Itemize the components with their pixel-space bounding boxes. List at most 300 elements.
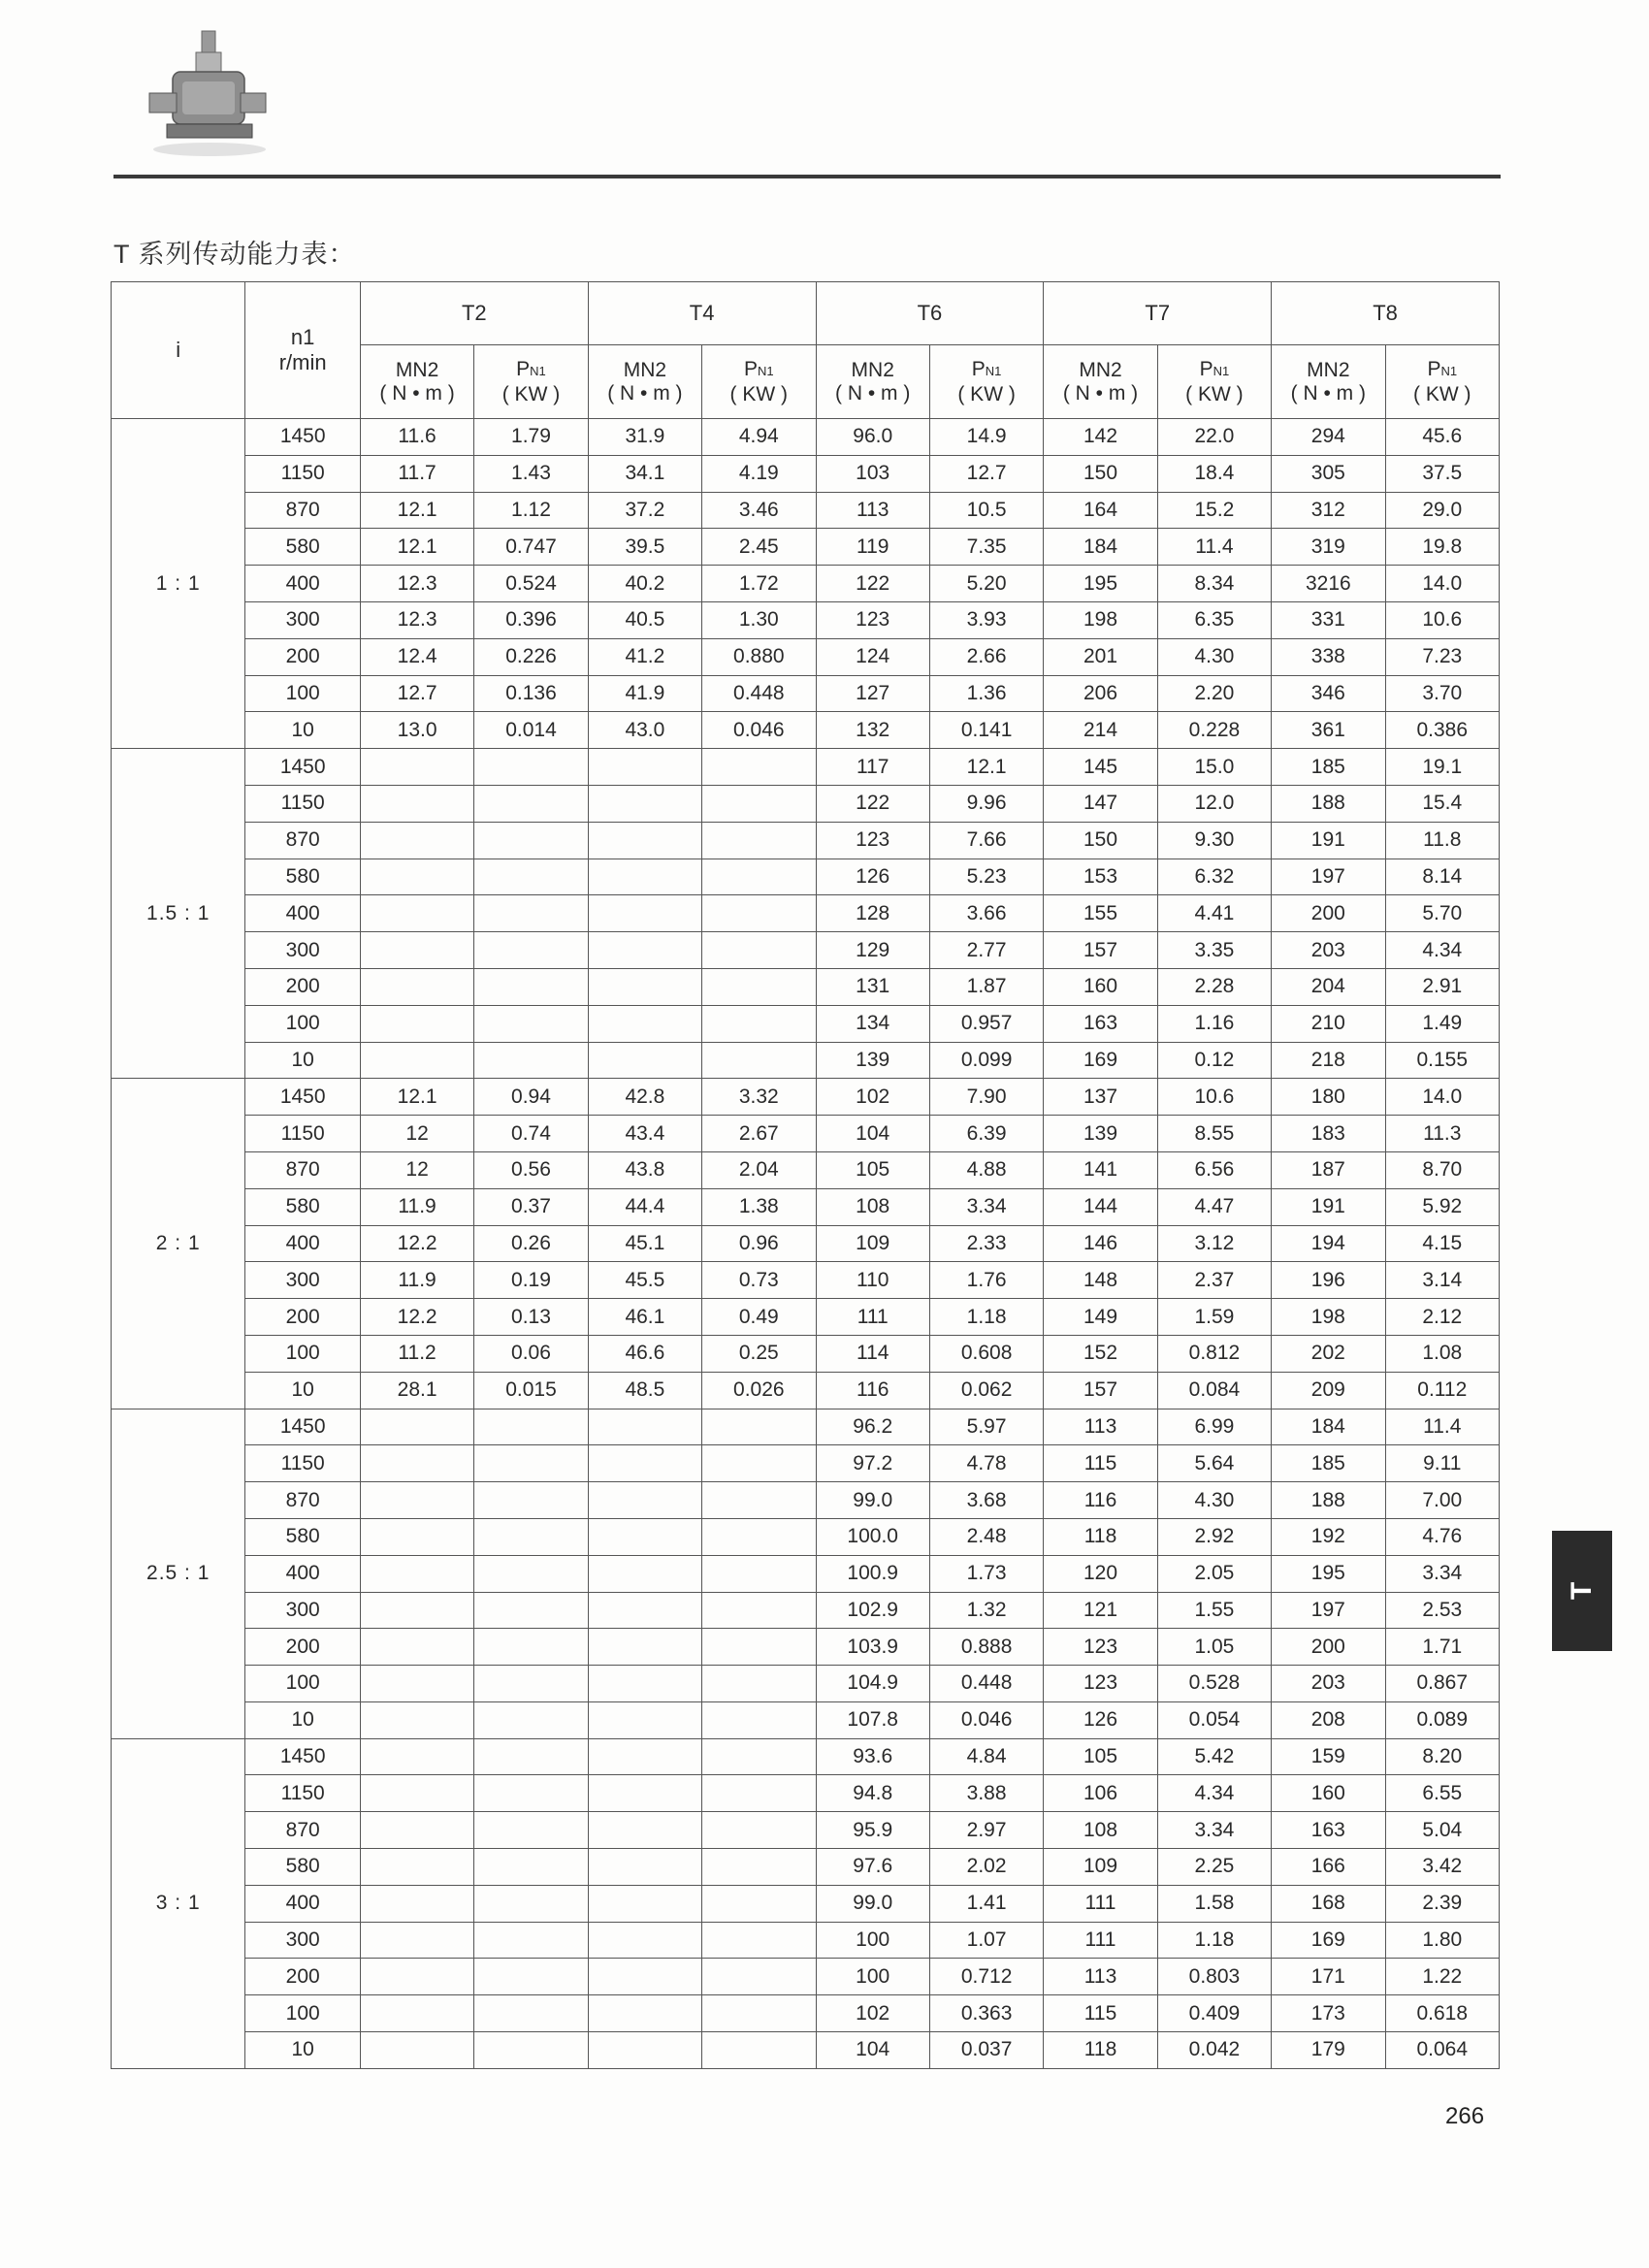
value-cell: 105 xyxy=(1044,1738,1157,1775)
value-cell: 2.45 xyxy=(702,529,816,566)
value-cell: 0.396 xyxy=(474,601,588,638)
pn1-header: PN1 ( KW ) xyxy=(929,345,1043,419)
value-cell: 3.12 xyxy=(1157,1225,1271,1262)
value-cell: 141 xyxy=(1044,1151,1157,1188)
value-cell: 3.32 xyxy=(702,1079,816,1116)
value-cell xyxy=(588,1042,701,1079)
value-cell: 127 xyxy=(816,675,929,712)
value-cell xyxy=(474,1666,588,1702)
value-cell xyxy=(474,1775,588,1812)
value-cell: 3.34 xyxy=(1157,1812,1271,1849)
value-cell: 331 xyxy=(1272,601,1385,638)
speed-cell: 10 xyxy=(245,1042,360,1079)
speed-cell: 100 xyxy=(245,1005,360,1042)
value-cell xyxy=(474,1701,588,1738)
value-cell: 0.37 xyxy=(474,1188,588,1225)
page-title: T 系列传动能力表： xyxy=(113,240,356,269)
value-cell: 100 xyxy=(816,1959,929,1995)
value-cell: 15.2 xyxy=(1157,492,1271,529)
value-cell xyxy=(474,1592,588,1629)
value-cell: 19.1 xyxy=(1385,749,1499,786)
model-header-t6: T6 xyxy=(816,282,1044,345)
value-cell xyxy=(588,822,701,859)
value-cell: 2.92 xyxy=(1157,1518,1271,1555)
value-cell xyxy=(702,895,816,932)
value-cell xyxy=(360,1849,473,1886)
value-cell: 187 xyxy=(1272,1151,1385,1188)
value-cell: 0.112 xyxy=(1385,1372,1499,1409)
value-cell: 12.1 xyxy=(360,1079,473,1116)
value-cell: 1.07 xyxy=(929,1922,1043,1959)
value-cell xyxy=(360,1592,473,1629)
value-cell: 3.66 xyxy=(929,895,1043,932)
value-cell xyxy=(474,749,588,786)
value-cell xyxy=(702,1922,816,1959)
value-cell: 121 xyxy=(1044,1592,1157,1629)
value-cell xyxy=(474,1995,588,2032)
value-cell: 95.9 xyxy=(816,1812,929,1849)
table-row xyxy=(112,822,1500,859)
speed-cell: 300 xyxy=(245,1922,360,1959)
value-cell xyxy=(360,1995,473,2032)
value-cell: 8.70 xyxy=(1385,1151,1499,1188)
value-cell: 0.064 xyxy=(1385,2032,1499,2069)
table-row xyxy=(112,859,1500,895)
value-cell: 185 xyxy=(1272,1445,1385,1482)
value-cell xyxy=(474,1959,588,1995)
value-cell: 37.2 xyxy=(588,492,701,529)
table-row xyxy=(112,712,1500,749)
value-cell xyxy=(702,1701,816,1738)
value-cell: 9.11 xyxy=(1385,1445,1499,1482)
speed-cell: 200 xyxy=(245,1959,360,1995)
model-header-t2: T2 xyxy=(360,282,588,345)
value-cell: 14.0 xyxy=(1385,566,1499,602)
value-cell: 1.76 xyxy=(929,1262,1043,1299)
value-cell: 206 xyxy=(1044,675,1157,712)
value-cell: 1.36 xyxy=(929,675,1043,712)
value-cell: 0.96 xyxy=(702,1225,816,1262)
value-cell: 12.4 xyxy=(360,638,473,675)
value-cell: 2.28 xyxy=(1157,968,1271,1005)
value-cell: 113 xyxy=(1044,1409,1157,1445)
value-cell xyxy=(474,1482,588,1519)
value-cell xyxy=(360,1959,473,1995)
value-cell xyxy=(588,1922,701,1959)
value-cell: 3.35 xyxy=(1157,932,1271,969)
value-cell: 200 xyxy=(1272,1629,1385,1666)
value-cell: 0.386 xyxy=(1385,712,1499,749)
value-cell: 109 xyxy=(816,1225,929,1262)
value-cell: 48.5 xyxy=(588,1372,701,1409)
value-cell: 1.71 xyxy=(1385,1629,1499,1666)
value-cell: 43.0 xyxy=(588,712,701,749)
value-cell: 159 xyxy=(1272,1738,1385,1775)
speed-cell: 400 xyxy=(245,895,360,932)
value-cell xyxy=(360,1409,473,1445)
value-cell: 6.32 xyxy=(1157,859,1271,895)
mn2-header: MN2 ( N • m ) xyxy=(360,345,473,419)
table-row xyxy=(112,968,1500,1005)
speed-cell: 400 xyxy=(245,1885,360,1922)
value-cell: 195 xyxy=(1272,1555,1385,1592)
value-cell: 104.9 xyxy=(816,1666,929,1702)
value-cell: 103.9 xyxy=(816,1629,929,1666)
speed-cell: 870 xyxy=(245,822,360,859)
value-cell xyxy=(360,968,473,1005)
value-cell: 184 xyxy=(1044,529,1157,566)
value-cell: 12.3 xyxy=(360,566,473,602)
value-cell: 1.22 xyxy=(1385,1959,1499,1995)
value-cell: 208 xyxy=(1272,1701,1385,1738)
value-cell: 3.88 xyxy=(929,1775,1043,1812)
value-cell xyxy=(702,1445,816,1482)
speed-cell: 100 xyxy=(245,1335,360,1372)
value-cell: 145 xyxy=(1044,749,1157,786)
value-cell xyxy=(474,1042,588,1079)
value-cell: 144 xyxy=(1044,1188,1157,1225)
value-cell xyxy=(474,1922,588,1959)
value-cell: 107.8 xyxy=(816,1701,929,1738)
value-cell: 2.53 xyxy=(1385,1592,1499,1629)
speed-cell: 870 xyxy=(245,1151,360,1188)
value-cell: 0.25 xyxy=(702,1335,816,1372)
value-cell xyxy=(702,1592,816,1629)
value-cell xyxy=(588,749,701,786)
value-cell: 200 xyxy=(1272,895,1385,932)
value-cell: 12.1 xyxy=(929,749,1043,786)
value-cell: 111 xyxy=(816,1299,929,1336)
value-cell xyxy=(588,1409,701,1445)
speed-cell: 870 xyxy=(245,1482,360,1519)
value-cell: 99.0 xyxy=(816,1885,929,1922)
value-cell: 100.9 xyxy=(816,1555,929,1592)
value-cell xyxy=(474,1738,588,1775)
speed-cell: 100 xyxy=(245,1666,360,1702)
speed-cell: 200 xyxy=(245,1629,360,1666)
value-cell xyxy=(702,859,816,895)
value-cell: 3.46 xyxy=(702,492,816,529)
value-cell: 7.90 xyxy=(929,1079,1043,1116)
value-cell: 99.0 xyxy=(816,1482,929,1519)
value-cell: 5.20 xyxy=(929,566,1043,602)
value-cell: 4.47 xyxy=(1157,1188,1271,1225)
value-cell: 4.84 xyxy=(929,1738,1043,1775)
value-cell xyxy=(588,1995,701,2032)
value-cell: 7.66 xyxy=(929,822,1043,859)
value-cell xyxy=(360,1812,473,1849)
value-cell: 10.6 xyxy=(1385,601,1499,638)
value-cell: 12.1 xyxy=(360,529,473,566)
value-cell: 4.30 xyxy=(1157,1482,1271,1519)
value-cell: 128 xyxy=(816,895,929,932)
value-cell: 0.528 xyxy=(1157,1666,1271,1702)
value-cell: 114 xyxy=(816,1335,929,1372)
value-cell: 163 xyxy=(1272,1812,1385,1849)
value-cell: 209 xyxy=(1272,1372,1385,1409)
value-cell: 194 xyxy=(1272,1225,1385,1262)
value-cell: 11.9 xyxy=(360,1262,473,1299)
value-cell: 31.9 xyxy=(588,419,701,456)
value-cell xyxy=(474,1409,588,1445)
value-cell: 4.19 xyxy=(702,455,816,492)
table-row xyxy=(112,895,1500,932)
value-cell: 4.41 xyxy=(1157,895,1271,932)
value-cell xyxy=(474,1885,588,1922)
value-cell: 2.39 xyxy=(1385,1885,1499,1922)
value-cell: 197 xyxy=(1272,1592,1385,1629)
value-cell: 137 xyxy=(1044,1079,1157,1116)
table-row xyxy=(112,1518,1500,1555)
value-cell: 28.1 xyxy=(360,1372,473,1409)
value-cell xyxy=(360,932,473,969)
value-cell: 1.05 xyxy=(1157,1629,1271,1666)
value-cell: 113 xyxy=(816,492,929,529)
value-cell: 14.9 xyxy=(929,419,1043,456)
value-cell xyxy=(588,1518,701,1555)
value-cell: 37.5 xyxy=(1385,455,1499,492)
value-cell: 319 xyxy=(1272,529,1385,566)
section-tab xyxy=(1552,1531,1612,1651)
value-cell: 5.04 xyxy=(1385,1812,1499,1849)
ratio-cell: 3 : 1 xyxy=(112,1738,245,2068)
value-cell: 118 xyxy=(1044,2032,1157,2069)
value-cell: 11.8 xyxy=(1385,822,1499,859)
value-cell: 198 xyxy=(1272,1299,1385,1336)
value-cell xyxy=(702,749,816,786)
value-cell: 157 xyxy=(1044,1372,1157,1409)
value-cell: 120 xyxy=(1044,1555,1157,1592)
table-row xyxy=(112,1225,1500,1262)
value-cell: 4.34 xyxy=(1385,932,1499,969)
value-cell: 18.4 xyxy=(1157,455,1271,492)
model-header-t4: T4 xyxy=(588,282,816,345)
value-cell xyxy=(360,1482,473,1519)
value-cell: 10.5 xyxy=(929,492,1043,529)
value-cell: 184 xyxy=(1272,1409,1385,1445)
value-cell: 9.96 xyxy=(929,785,1043,822)
section-tab-label: T xyxy=(1565,1581,1598,1601)
value-cell: 7.00 xyxy=(1385,1482,1499,1519)
value-cell: 3.42 xyxy=(1385,1849,1499,1886)
value-cell: 0.73 xyxy=(702,1262,816,1299)
value-cell xyxy=(702,2032,816,2069)
value-cell: 2.25 xyxy=(1157,1849,1271,1886)
value-cell: 8.20 xyxy=(1385,1738,1499,1775)
table-row xyxy=(112,1885,1500,1922)
value-cell: 11.4 xyxy=(1157,529,1271,566)
value-cell: 123 xyxy=(816,822,929,859)
table-row xyxy=(112,1738,1500,1775)
value-cell: 12 xyxy=(360,1151,473,1188)
value-cell: 1.12 xyxy=(474,492,588,529)
value-cell xyxy=(588,1629,701,1666)
value-cell: 0.054 xyxy=(1157,1701,1271,1738)
speed-cell: 1450 xyxy=(245,419,360,456)
speed-cell: 10 xyxy=(245,1372,360,1409)
header-rule xyxy=(113,175,1501,178)
speed-cell: 10 xyxy=(245,2032,360,2069)
value-cell: 115 xyxy=(1044,1445,1157,1482)
value-cell: 15.0 xyxy=(1157,749,1271,786)
value-cell: 149 xyxy=(1044,1299,1157,1336)
value-cell: 0.363 xyxy=(929,1995,1043,2032)
table-row xyxy=(112,1042,1500,1079)
value-cell: 1.72 xyxy=(702,566,816,602)
model-header-t7: T7 xyxy=(1044,282,1272,345)
value-cell: 40.5 xyxy=(588,601,701,638)
value-cell: 41.9 xyxy=(588,675,701,712)
value-cell xyxy=(360,1922,473,1959)
value-cell: 201 xyxy=(1044,638,1157,675)
value-cell: 3216 xyxy=(1272,566,1385,602)
value-cell: 109 xyxy=(1044,1849,1157,1886)
value-cell xyxy=(474,1005,588,1042)
value-cell: 3.34 xyxy=(929,1188,1043,1225)
speed-cell: 400 xyxy=(245,1225,360,1262)
value-cell xyxy=(702,822,816,859)
value-cell: 45.6 xyxy=(1385,419,1499,456)
value-cell: 0.062 xyxy=(929,1372,1043,1409)
value-cell: 5.70 xyxy=(1385,895,1499,932)
value-cell: 191 xyxy=(1272,1188,1385,1225)
value-cell xyxy=(702,1775,816,1812)
col-header-i: i xyxy=(112,282,245,419)
table-row xyxy=(112,675,1500,712)
value-cell: 8.55 xyxy=(1157,1116,1271,1152)
value-cell xyxy=(474,785,588,822)
table-row xyxy=(112,1262,1500,1299)
value-cell xyxy=(360,785,473,822)
value-cell: 0.448 xyxy=(702,675,816,712)
mn2-header: MN2 ( N • m ) xyxy=(588,345,701,419)
value-cell: 105 xyxy=(816,1151,929,1188)
value-cell: 5.64 xyxy=(1157,1445,1271,1482)
value-cell: 122 xyxy=(816,566,929,602)
speed-cell: 1150 xyxy=(245,785,360,822)
value-cell: 131 xyxy=(816,968,929,1005)
value-cell: 11.3 xyxy=(1385,1116,1499,1152)
value-cell xyxy=(702,1518,816,1555)
value-cell: 118 xyxy=(1044,1518,1157,1555)
value-cell: 4.34 xyxy=(1157,1775,1271,1812)
value-cell: 0.046 xyxy=(929,1701,1043,1738)
value-cell: 12.1 xyxy=(360,492,473,529)
value-cell: 168 xyxy=(1272,1885,1385,1922)
value-cell: 0.803 xyxy=(1157,1959,1271,1995)
value-cell: 6.99 xyxy=(1157,1409,1271,1445)
ratio-cell: 1 : 1 xyxy=(112,419,245,749)
value-cell: 1.87 xyxy=(929,968,1043,1005)
value-cell: 19.8 xyxy=(1385,529,1499,566)
value-cell xyxy=(474,2032,588,2069)
speed-cell: 100 xyxy=(245,675,360,712)
value-cell: 1.55 xyxy=(1157,1592,1271,1629)
table-row xyxy=(112,1629,1500,1666)
value-cell: 0.228 xyxy=(1157,712,1271,749)
value-cell: 0.13 xyxy=(474,1299,588,1336)
table-row xyxy=(112,1775,1500,1812)
value-cell xyxy=(474,968,588,1005)
value-cell: 4.15 xyxy=(1385,1225,1499,1262)
value-cell: 1.58 xyxy=(1157,1885,1271,1922)
value-cell: 119 xyxy=(816,529,929,566)
value-cell: 305 xyxy=(1272,455,1385,492)
value-cell: 173 xyxy=(1272,1995,1385,2032)
speed-cell: 580 xyxy=(245,1849,360,1886)
table-row xyxy=(112,1482,1500,1519)
value-cell: 202 xyxy=(1272,1335,1385,1372)
value-cell: 11.6 xyxy=(360,419,473,456)
speed-cell: 870 xyxy=(245,492,360,529)
value-cell xyxy=(702,785,816,822)
value-cell: 110 xyxy=(816,1262,929,1299)
value-cell xyxy=(360,1042,473,1079)
value-cell: 12.7 xyxy=(929,455,1043,492)
value-cell: 46.1 xyxy=(588,1299,701,1336)
table-row xyxy=(112,1555,1500,1592)
value-cell: 94.8 xyxy=(816,1775,929,1812)
value-cell: 12.2 xyxy=(360,1299,473,1336)
value-cell: 0.880 xyxy=(702,638,816,675)
table-row xyxy=(112,785,1500,822)
value-cell xyxy=(474,932,588,969)
value-cell: 166 xyxy=(1272,1849,1385,1886)
speed-cell: 10 xyxy=(245,1701,360,1738)
value-cell: 0.046 xyxy=(702,712,816,749)
value-cell xyxy=(474,1812,588,1849)
value-cell: 152 xyxy=(1044,1335,1157,1372)
value-cell: 192 xyxy=(1272,1518,1385,1555)
value-cell: 122 xyxy=(816,785,929,822)
value-cell xyxy=(360,1518,473,1555)
value-cell: 0.74 xyxy=(474,1116,588,1152)
value-cell: 4.78 xyxy=(929,1445,1043,1482)
value-cell: 1.59 xyxy=(1157,1299,1271,1336)
ratio-cell: 2 : 1 xyxy=(112,1079,245,1409)
value-cell xyxy=(702,1629,816,1666)
value-cell: 2.66 xyxy=(929,638,1043,675)
table-row xyxy=(112,2032,1500,2069)
value-cell: 102 xyxy=(816,1995,929,2032)
value-cell: 97.6 xyxy=(816,1849,929,1886)
value-cell: 129 xyxy=(816,932,929,969)
value-cell xyxy=(702,1409,816,1445)
table-row xyxy=(112,1299,1500,1336)
value-cell: 3.34 xyxy=(1385,1555,1499,1592)
speed-cell: 1150 xyxy=(245,1445,360,1482)
value-cell xyxy=(360,1629,473,1666)
speed-cell: 200 xyxy=(245,968,360,1005)
value-cell: 3.68 xyxy=(929,1482,1043,1519)
value-cell xyxy=(360,1885,473,1922)
value-cell: 3.93 xyxy=(929,601,1043,638)
value-cell: 0.037 xyxy=(929,2032,1043,2069)
value-cell xyxy=(588,1738,701,1775)
table-row xyxy=(112,1812,1500,1849)
value-cell: 204 xyxy=(1272,968,1385,1005)
speed-cell: 300 xyxy=(245,1592,360,1629)
table-row xyxy=(112,1849,1500,1886)
value-cell: 0.042 xyxy=(1157,2032,1271,2069)
value-cell: 29.0 xyxy=(1385,492,1499,529)
value-cell: 102 xyxy=(816,1079,929,1116)
value-cell: 44.4 xyxy=(588,1188,701,1225)
table-row xyxy=(112,1188,1500,1225)
value-cell: 1.38 xyxy=(702,1188,816,1225)
value-cell: 157 xyxy=(1044,932,1157,969)
value-cell: 14.0 xyxy=(1385,1079,1499,1116)
